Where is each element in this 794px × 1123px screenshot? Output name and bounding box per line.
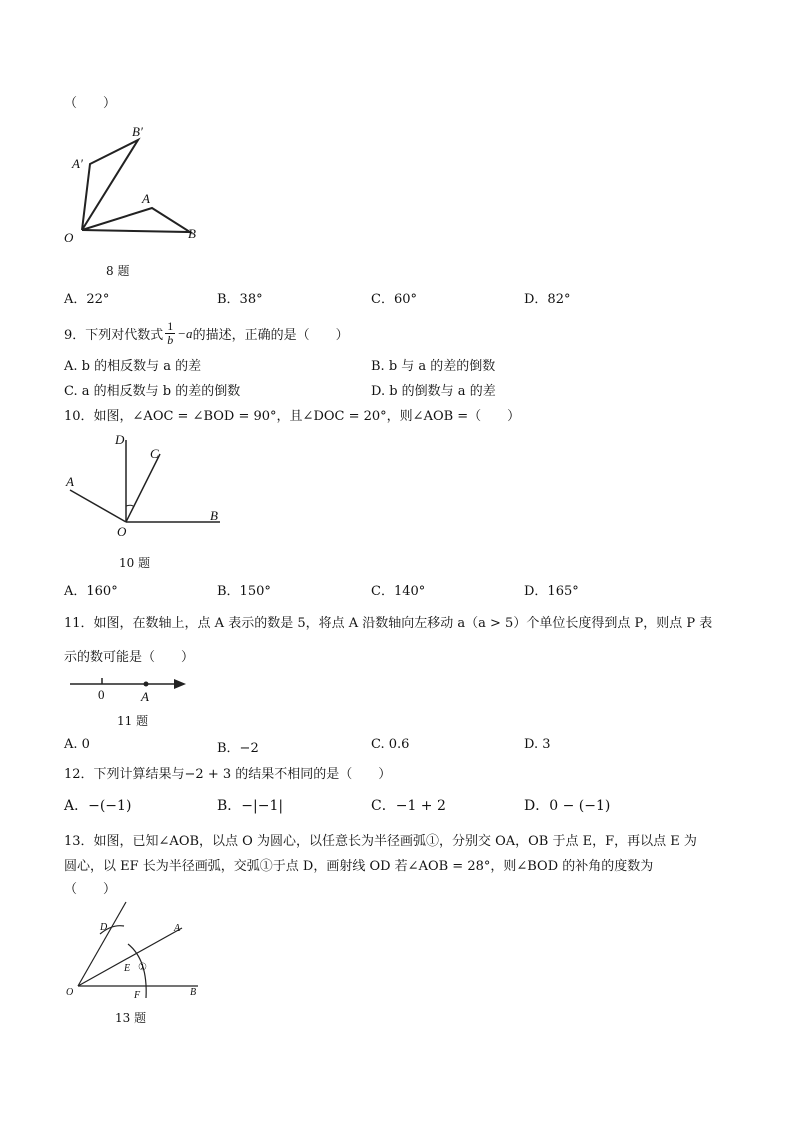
q9-stem-prefix: 9．下列对代数式 — [64, 328, 164, 343]
q10-option-a: A．160° — [64, 584, 118, 599]
q9-option-a: A. b 的相反数与 a 的差 — [64, 359, 202, 374]
q8-label-B: B — [188, 226, 196, 241]
q10-label-B: B — [210, 508, 218, 523]
q8-option-b: B．38° — [217, 292, 263, 307]
q9-option-c: C. a 的相反数与 b 的差的倒数 — [64, 384, 241, 399]
q8-triangle-prime — [82, 140, 138, 230]
q13-label-D: D — [100, 922, 108, 933]
q13-figure — [62, 898, 212, 1003]
q8-answer-paren: （ ） — [64, 96, 117, 111]
q13-stem-line2: 圆心，以 EF 长为半径画弧，交弧①于点 D，画射线 OD 若∠AOB = 28°，则∠BOD 的补角的度数为 — [64, 859, 654, 874]
q11-option-b: B．−2 — [217, 741, 259, 756]
q11-number-line — [66, 674, 190, 708]
q9-stem — [64, 320, 349, 347]
q11-stem-line1: 11．如图，在数轴上，点 A 表示的数是 5，将点 A 沿数轴向左移动 a（a > 5）个单位长度得到点 P，则点 P 表 — [64, 616, 713, 631]
q13-label-arc: ① — [138, 962, 147, 973]
q13-caption: 13 题 — [115, 1011, 147, 1025]
q11-stem-line2: 示的数可能是（ ） — [64, 650, 195, 665]
q11-option-a: A. 0 — [64, 737, 90, 752]
q8-option-a: A．22° — [64, 292, 110, 307]
q10-figure — [62, 432, 232, 542]
q10-option-d: D．165° — [524, 584, 579, 599]
q9-fraction — [165, 320, 175, 347]
q10-stem: 10．如图，∠AOC = ∠BOD = 90°，且∠DOC = 20°，则∠AOB =（ ） — [64, 409, 521, 424]
q10-option-b: B．150° — [217, 584, 271, 599]
q11-label-A: A — [141, 689, 149, 704]
q11-point-A — [144, 682, 149, 687]
q8-label-B-prime: B′ — [132, 124, 143, 139]
q10-label-C: C — [150, 446, 159, 461]
q10-caption: 10 题 — [119, 556, 151, 570]
q11-axis-arrow — [174, 679, 186, 689]
q13-ray-OD — [78, 902, 126, 986]
q8-caption: 8 题 — [106, 264, 130, 278]
q10-label-A: A — [66, 474, 74, 489]
q9-fraction-numerator: 1 — [167, 319, 174, 333]
q13-answer-paren: （ ） — [64, 882, 117, 897]
q9-option-d: D. b 的倒数与 a 的差 — [371, 384, 496, 399]
q13-stem-line1: 13．如图，已知∠AOB，以点 O 为圆心，以任意长为半径画弧①，分别交 OA，OB 于点 E，F，再以点 E 为 — [64, 834, 697, 849]
q8-triangle — [82, 208, 190, 232]
q10-ray-OC — [126, 454, 160, 522]
q13-label-O: O — [66, 987, 74, 998]
q8-option-d: D．82° — [524, 292, 571, 307]
q8-label-A: A — [142, 191, 150, 206]
q11-option-d: D. 3 — [524, 737, 551, 752]
q13-label-B: B — [190, 987, 197, 998]
q12-option-b: B．−|−1| — [217, 798, 284, 814]
q9-stem-math: −a — [177, 325, 193, 341]
q13-label-F: F — [134, 990, 141, 1001]
q8-label-O: O — [64, 230, 74, 245]
q8-option-c: C．60° — [371, 292, 417, 307]
q13-label-A: A — [174, 923, 181, 934]
q12-option-a: A．−(−1) — [64, 798, 132, 814]
q11-option-c: C. 0.6 — [371, 737, 410, 752]
q12-option-c: C．−1 + 2 — [371, 798, 446, 814]
q10-option-c: C．140° — [371, 584, 426, 599]
q11-caption: 11 题 — [117, 714, 149, 728]
q13-label-E: E — [124, 963, 131, 974]
q8-label-A-prime: A′ — [72, 156, 83, 171]
q8-figure — [60, 122, 210, 247]
q10-label-D: D — [115, 432, 125, 447]
q9-stem-suffix: 的描述，正确的是（ ） — [192, 328, 349, 343]
q10-ray-OA — [70, 490, 126, 522]
q9-fraction-denominator: b — [167, 333, 174, 347]
q12-option-d: D．0 − (−1) — [524, 798, 611, 814]
q9-option-b: B. b 与 a 的差的倒数 — [371, 359, 496, 374]
q10-label-O: O — [117, 524, 127, 539]
q11-label-zero: 0 — [98, 687, 105, 702]
q12-stem: 12．下列计算结果与−2 + 3 的结果不相同的是（ ） — [64, 767, 392, 782]
q13-ray-OA — [78, 928, 182, 986]
